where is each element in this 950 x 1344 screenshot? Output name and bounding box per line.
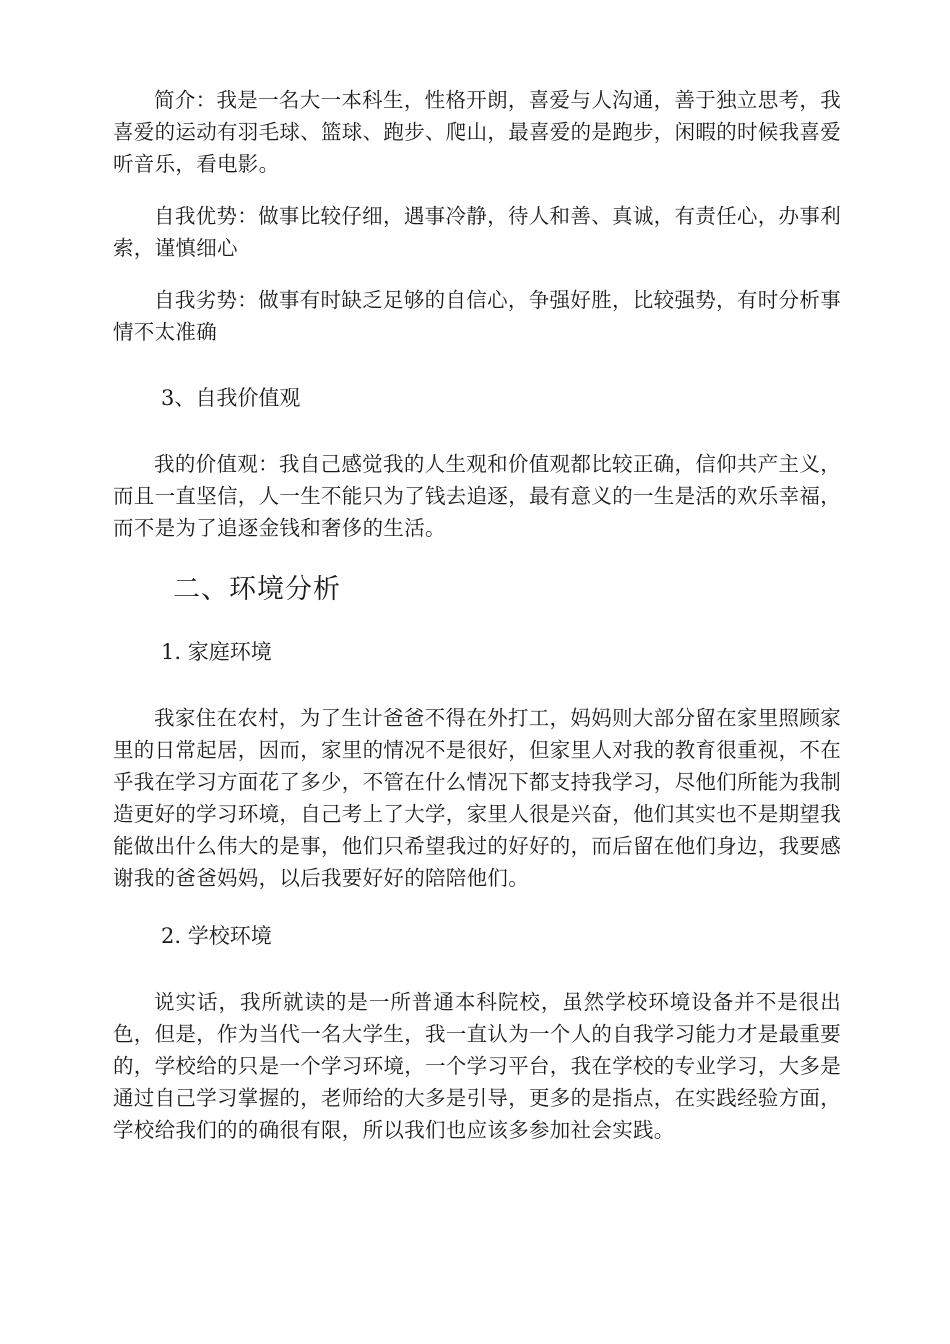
weaknesses-paragraph: 自我劣势：做事有时缺乏足够的自信心，争强好胜，比较强势，有时分析事情不太准确	[113, 288, 841, 344]
family-environment-heading: 1. 家庭环境	[161, 640, 272, 664]
values-heading: 3、自我价值观	[161, 386, 301, 410]
values-paragraph: 我的价值观：我自己感觉我的人生观和价值观都比较正确，信仰共产主义，而且一直坚信，人一生不能只为了钱去追逐，最有意义的一生是活的欢乐幸福，而不是为了追逐金钱和奢侈的生活。	[113, 452, 841, 540]
intro-paragraph: 简介：我是一名大一本科生，性格开朗，喜爱与人沟通，善于独立思考，我喜爱的运动有羽毛球、篮球、跑步、爬山，最喜爱的是跑步，闲暇的时候我喜爱听音乐，看电影。	[113, 88, 841, 176]
family-environment-paragraph: 我家住在农村，为了生计爸爸不得在外打工，妈妈则大部分留在家里照顾家里的日常起居，因而，家里的情况不是很好，但家里人对我的教育很重视，不在乎我在学习方面花了多少，不管在什么情况下都支持我学习，尽他们所能为我制造更好的学习环境，自己考上了大学，家里人很是兴奋，他们其实也不是期望我能做出什么伟大的是事，他们只希望我过的好好的，而后留在他们身边，我要感谢我的爸爸妈妈，以后我要好好的陪陪他们。	[113, 706, 841, 890]
school-environment-heading: 2. 学校环境	[161, 924, 272, 948]
school-environment-paragraph: 说实话，我所就读的是一所普通本科院校，虽然学校环境设备并不是很出色，但是，作为当代一名大学生，我一直认为一个人的自我学习能力才是最重要的，学校给的只是一个学习环境，一个学习平台，我在学校的专业学习，大多是通过自己学习掌握的，老师给的大多是引导，更多的是指点，在实践经验方面，学校给我们的的确很有限，所以我们也应该多参加社会实践。	[113, 990, 841, 1142]
environment-analysis-heading: 二、环境分析	[173, 574, 341, 605]
strengths-paragraph: 自我优势：做事比较仔细，遇事冷静，待人和善、真诚，有责任心，办事利索，谨慎细心	[113, 204, 841, 260]
document-page	[113, 84, 841, 1146]
